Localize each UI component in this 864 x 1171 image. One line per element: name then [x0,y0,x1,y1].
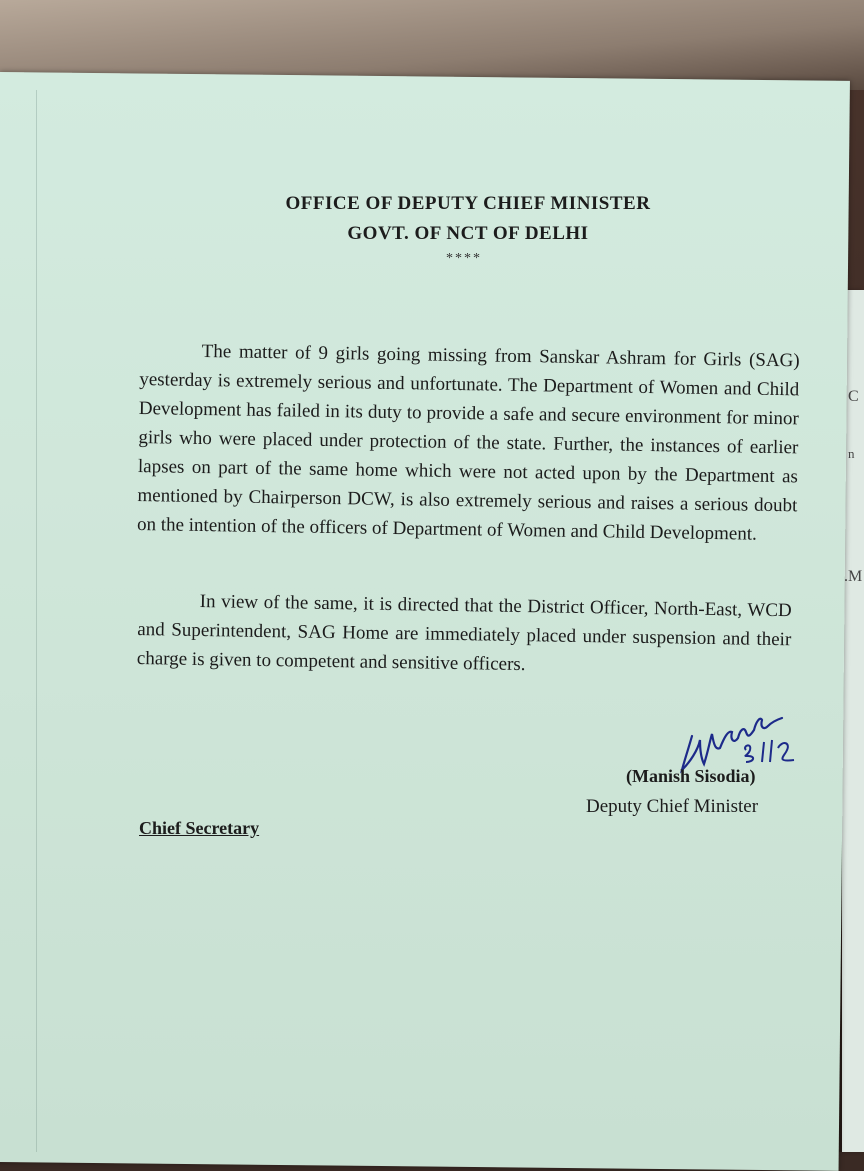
signatory-title: Deputy Chief Minister [586,796,759,817]
side-sheet-glyph: C [848,388,859,405]
heading-separator: **** [446,251,482,266]
body-paragraph-1: The matter of 9 girls going missing from Sanskar Ashram for Girls (SAG) yesterday is extremely serious and unfortunate. The Department of Women and Child Development has failed in its duty to provide a safe and secure environment for minor girls who were placed under protection of the state. Further, the instances of earlier lapses on part of the same home which were not acted upon by the Department as mentioned by Chairperson DCW, is also extremely serious and raises a serious doubt on the intention of the officers of Department of Women and Child Development. [136,340,800,545]
signatory-name: (Manish Sisodia) [626,766,756,786]
side-sheet-glyph: .M [844,568,863,585]
government-heading: GOVT. OF NCT OF DELHI [347,223,589,244]
office-heading: OFFICE OF DEPUTY CHIEF MINISTER [285,193,651,214]
addressee: Chief Secretary [139,818,260,838]
body-paragraph-2: In view of the same, it is directed that the District Officer, North-East, WCD and Superintendent, SAG Home are immediately placed under suspension and their charge is given to competent and sensitive officers. [136,590,792,676]
side-sheet-glyph: n [848,446,855,461]
